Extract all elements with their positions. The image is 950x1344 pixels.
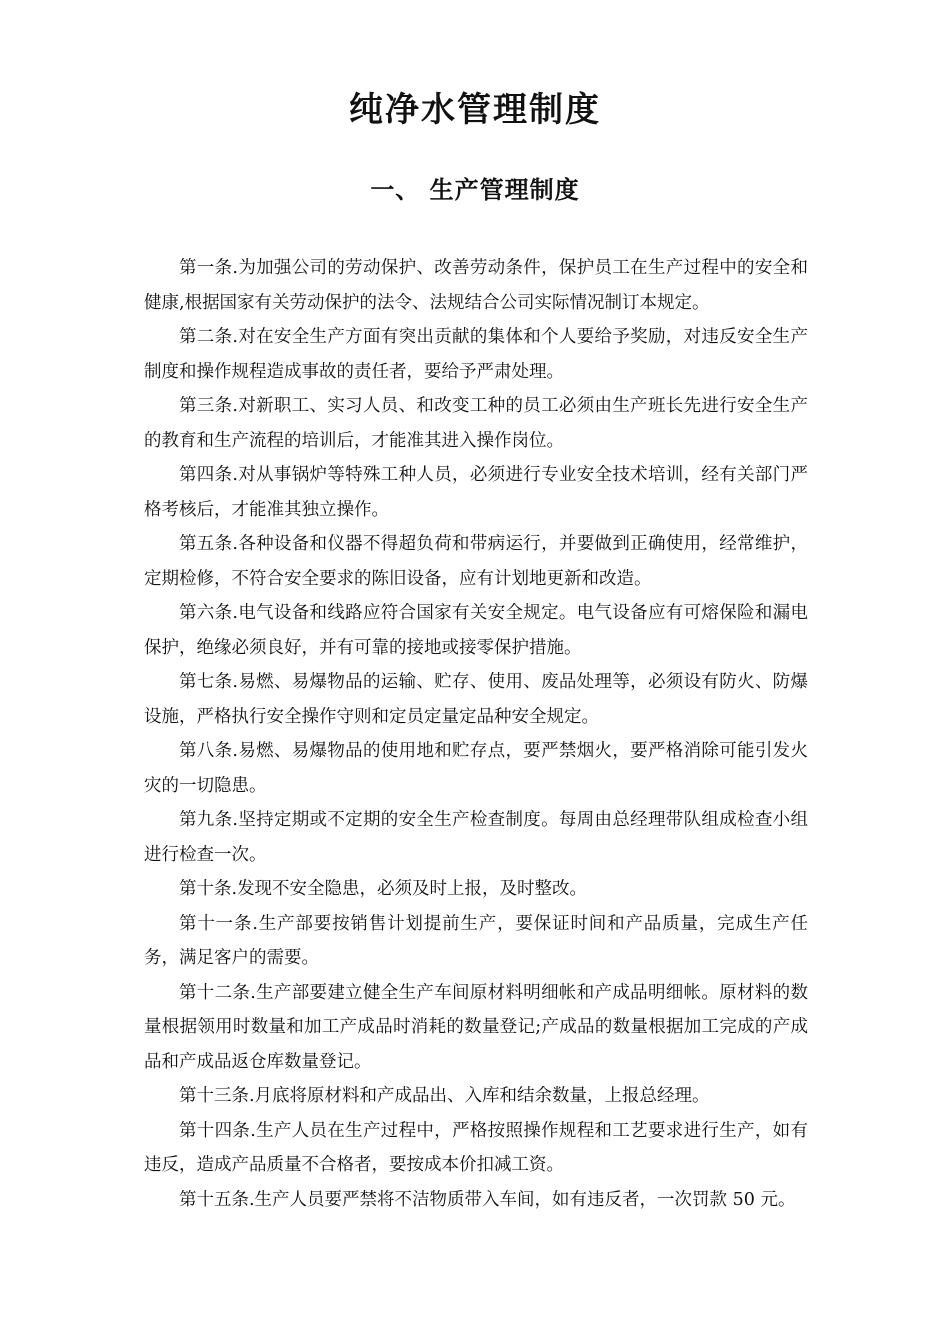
article-11-paragraph: 第十一条.生产部要按销售计划提前生产，要保证时间和产品质量，完成生产任务，满足客户的需要。	[144, 913, 808, 968]
article-13-paragraph: 第十三条.月底将原材料和产成品出、入库和结余数量，上报总经理。	[179, 1086, 710, 1106]
article-2-paragraph: 第二条.对在安全生产方面有突出贡献的集体和个人要给予奖励，对违反安全生产制度和操作规程造成事故的责任者，要给予严肃处理。	[144, 327, 808, 382]
article-4-paragraph: 第四条.对从事锅炉等特殊工种人员，必须进行专业安全技术培训，经有关部门严格考核后，才能准其独立操作。	[144, 465, 808, 520]
article-12-paragraph: 第十二条.生产部要建立健全生产车间原材料明细帐和产成品明细帐。原材料的数量根据领用时数量和加工产成品时消耗的数量登记;产成品的数量根据加工完成的产成品和产成品返仓库数量登记。	[144, 982, 808, 1072]
article-9-paragraph: 第九条.坚持定期或不定期的安全生产检查制度。每周由总经理带队组成检查小组进行检查一次。	[144, 810, 808, 865]
article-6-paragraph: 第六条.电气设备和线路应符合国家有关安全规定。电气设备应有可熔保险和漏电保护，绝缘必须良好，并有可靠的接地或接零保护措施。	[144, 603, 808, 658]
article-3-paragraph: 第三条.对新职工、实习人员、和改变工种的员工必须由生产班长先进行安全生产的教育和生产流程的培训后，才能准其进入操作岗位。	[144, 396, 808, 451]
article-7-paragraph: 第七条.易燃、易爆物品的运输、贮存、使用、废品处理等，必须设有防火、防爆设施，严格执行安全操作守则和定员定量定品种安全规定。	[144, 672, 808, 727]
article-8-paragraph: 第八条.易燃、易爆物品的使用地和贮存点，要严禁烟火，要严格消除可能引发火灾的一切隐患。	[144, 741, 808, 796]
article-14-paragraph: 第十四条.生产人员在生产过程中，严格按照操作规程和工艺要求进行生产，如有违反，造成产品质量不合格者，要按成本价扣减工资。	[144, 1120, 808, 1175]
document-title: 纯净水管理制度	[349, 90, 601, 130]
article-1-paragraph: 第一条.为加强公司的劳动保护、改善劳动条件，保护员工在生产过程中的安全和健康,根据国家有关劳动保护的法令、法规结合公司实际情况制订本规定。	[144, 258, 808, 313]
article-5-paragraph: 第五条.各种设备和仪器不得超负荷和带病运行，并要做到正确使用，经常维护，定期检修，不符合安全要求的陈旧设备，应有计划地更新和改造。	[144, 534, 808, 589]
document-body	[144, 251, 808, 1217]
article-15-paragraph: 第十五条.生产人员要严禁将不洁物质带入车间，如有违反者，一次罚款 50 元。	[179, 1189, 796, 1210]
section-title: 一、 生产管理制度	[370, 175, 580, 204]
article-10-paragraph: 第十条.发现不安全隐患，必须及时上报，及时整改。	[179, 879, 588, 899]
